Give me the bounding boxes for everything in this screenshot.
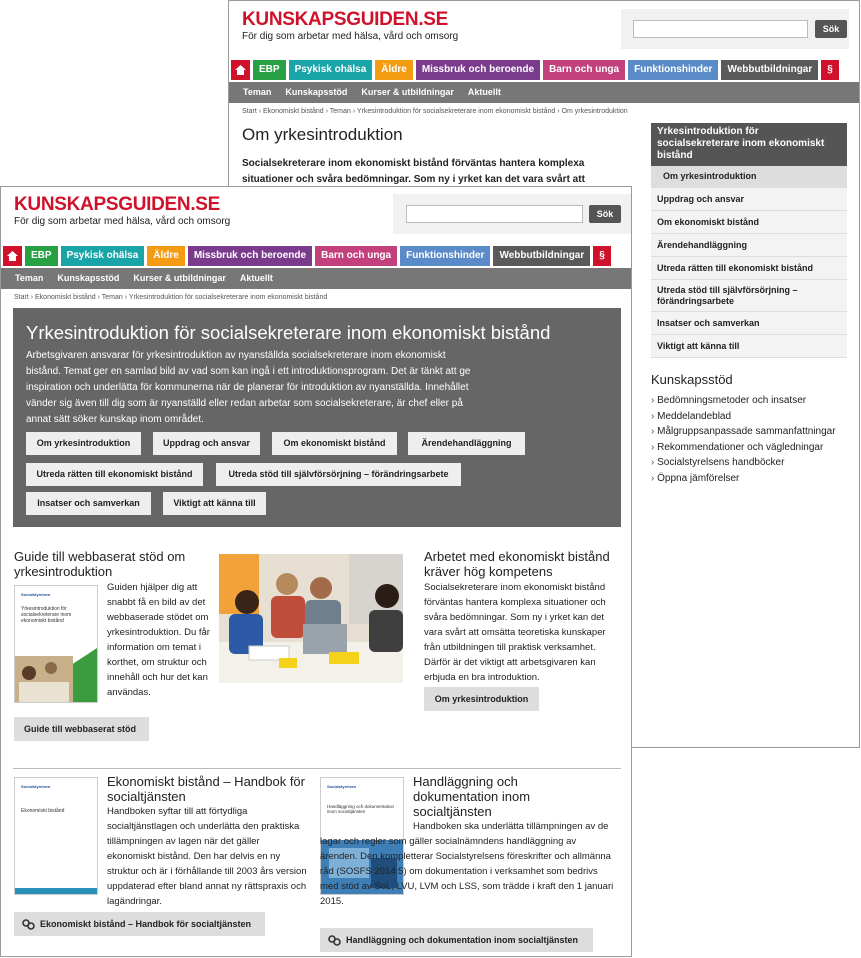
guide-button[interactable]: Guide till webbaserat stöd bbox=[14, 717, 149, 741]
hero-button-uppdrag[interactable]: Uppdrag och ansvar bbox=[153, 432, 260, 455]
site-tagline: För dig som arbetar med hälsa, vård och omsorg bbox=[14, 216, 231, 227]
link-icon bbox=[22, 919, 35, 930]
nav-item[interactable]: § bbox=[821, 60, 839, 80]
hero-button-utreda-stod[interactable]: Utreda stöd till självförsörjning – förändringsarbete bbox=[216, 463, 461, 486]
nav-item[interactable]: Webbutbildningar bbox=[493, 246, 590, 266]
hero-panel bbox=[13, 308, 621, 527]
home-icon bbox=[235, 65, 246, 75]
publisher-logo: Socialstyrelsen bbox=[327, 784, 357, 789]
side-item-viktigt[interactable]: Viktigt att känna till bbox=[651, 335, 847, 358]
nav-item[interactable]: EBP bbox=[25, 246, 58, 266]
thumbnail-title: Ekonomiskt bistånd bbox=[21, 808, 65, 814]
site-logo[interactable]: KUNSKAPSGUIDEN.SE bbox=[242, 9, 449, 30]
search-button[interactable]: Sök bbox=[589, 205, 621, 223]
nav-item[interactable]: Barn och unga bbox=[543, 60, 625, 80]
side-item-insatser[interactable]: Insatser och samverkan bbox=[651, 312, 847, 335]
handbook-button-label: Ekonomiskt bistånd – Handbok för socialtjänsten bbox=[40, 919, 252, 929]
hero-button-om-yrkesintroduktion[interactable]: Om yrkesintroduktion bbox=[26, 432, 141, 455]
kunskapsstod-link[interactable]: › Bedömningsmetoder och insatser bbox=[651, 393, 836, 409]
subnav-teman[interactable]: Teman bbox=[15, 273, 44, 283]
guide-thumbnail[interactable] bbox=[14, 585, 98, 703]
main-nav bbox=[3, 246, 611, 266]
main-nav bbox=[231, 60, 839, 80]
documentation-button-label: Handläggning och dokumentation inom socialtjänsten bbox=[346, 935, 579, 945]
hero-button-viktigt[interactable]: Viktigt att känna till bbox=[163, 492, 266, 515]
nav-item[interactable]: Barn och unga bbox=[315, 246, 397, 266]
lead-text: Socialsekreterare inom ekonomiskt bistånd förväntas hantera komplexa situationer och svåra bedömningar. Som ny i yrket kan det vara svårt att bbox=[242, 158, 585, 185]
subnav-kurser[interactable]: Kurser & utbildningar bbox=[133, 273, 226, 283]
nav-home-button[interactable] bbox=[3, 246, 22, 266]
subnav-aktuellt[interactable]: Aktuellt bbox=[467, 87, 501, 97]
subnav-teman[interactable]: Teman bbox=[243, 87, 272, 97]
page-title: Om yrkesintroduktion bbox=[242, 125, 403, 144]
guide-text: Guiden hjälper dig att snabbt få en bild av det webbaserade stödet om yrkesintroduktion. Du får information om temat i korthet, om struktur och innehåll och hur det kan användas. bbox=[107, 582, 210, 698]
handbook-thumbnail[interactable] bbox=[14, 777, 98, 895]
kunskapsstod-link[interactable]: › Meddelandeblad bbox=[651, 409, 836, 425]
people-at-table-photo bbox=[219, 554, 403, 683]
side-item-ekonomiskt-bistand[interactable]: Om ekonomiskt bistånd bbox=[651, 211, 847, 234]
section-divider bbox=[13, 768, 621, 769]
link-icon bbox=[328, 935, 341, 946]
nav-item[interactable]: Missbruk och beroende bbox=[188, 246, 312, 266]
breadcrumb[interactable]: Start › Ekonomiskt bistånd › Teman › Yrkesintroduktion för socialsekreterare inom ekonomiskt bistånd bbox=[14, 294, 328, 301]
kunskapsstod-link[interactable]: › Socialstyrelsens handböcker bbox=[651, 455, 836, 471]
documentation-button[interactable] bbox=[320, 928, 593, 952]
hero-title: Yrkesintroduktion för socialsekreterare inom ekonomiskt bistånd bbox=[26, 322, 551, 343]
hero-button-insatser[interactable]: Insatser och samverkan bbox=[26, 492, 151, 515]
work-button[interactable]: Om yrkesintroduktion bbox=[424, 687, 539, 711]
breadcrumb[interactable]: Start › Ekonomiskt bistånd › Teman › Yrkesintroduktion för socialsekreterare inom ekonomiskt bistånd › Om yrkesintroduktion bbox=[242, 108, 628, 115]
search-area bbox=[393, 194, 632, 234]
side-item-arendehandlaggning[interactable]: Ärendehandläggning bbox=[651, 234, 847, 257]
nav-item[interactable]: § bbox=[593, 246, 611, 266]
side-menu-heading[interactable]: Yrkesintroduktion för socialsekreterare inom ekonomiskt bistånd bbox=[651, 123, 847, 166]
nav-item[interactable]: Funktionshinder bbox=[628, 60, 718, 80]
nav-item[interactable]: Funktionshinder bbox=[400, 246, 490, 266]
side-item-om-yrkesintroduktion[interactable]: Om yrkesintroduktion bbox=[651, 166, 847, 188]
documentation-heading[interactable]: Handläggning och dokumentation inom socialtjänsten bbox=[413, 774, 531, 819]
side-item-utreda-ratten[interactable]: Utreda rätten till ekonomiskt bistånd bbox=[651, 257, 847, 280]
subnav-kunskapsstod[interactable]: Kunskapsstöd bbox=[285, 87, 348, 97]
nav-item[interactable]: Äldre bbox=[375, 60, 413, 80]
documentation-text-body: Handboken ska underlätta tillämpningen av de lagar och regler som gäller socialnämndens handläggning av ärenden. Den kompletterar Socialstyrelsens föreskrifter och allmänna råd (SOSFS 2014:5) om dokumentation i verksamhet som bedrivs med stöd av SoL, LVU, LVM och LSS, som trädde i kraft den 1 januari 2015. bbox=[320, 821, 614, 907]
nav-item[interactable]: EBP bbox=[253, 60, 286, 80]
home-icon bbox=[7, 251, 18, 261]
subnav-aktuellt[interactable]: Aktuellt bbox=[239, 273, 273, 283]
publisher-logo: Socialstyrelsen bbox=[21, 592, 51, 597]
site-tagline: För dig som arbetar med hälsa, vård och omsorg bbox=[242, 31, 459, 42]
nav-item[interactable]: Äldre bbox=[147, 246, 185, 266]
nav-item[interactable]: Webbutbildningar bbox=[721, 60, 818, 80]
guide-heading[interactable]: Guide till webbaserat stöd om yrkesintroduktion bbox=[14, 549, 186, 579]
nav-item[interactable]: Psykisk ohälsa bbox=[61, 246, 145, 266]
side-item-uppdrag[interactable]: Uppdrag och ansvar bbox=[651, 188, 847, 211]
thumbnail-title: Yrkesintroduktion för socialsekreterare inom ekonomiskt bistånd bbox=[21, 606, 72, 624]
hero-button-arendehandlaggning[interactable]: Ärendehandläggning bbox=[408, 432, 525, 455]
handbook-text: Handboken syftar till att förtydliga socialtjänstlagen och underlätta den praktiska tillämpningen av lagen när det gäller ekonomiskt bistånd. Den har delvis en ny struktur och är i förhållande till 2003 års version uppdaterad efter bland annat ny rättspraxis och lagändringar. bbox=[107, 806, 307, 907]
hero-text: Arbetsgivaren ansvarar för yrkesintroduktion av nyanställda socialsekreterare inom ekonomiskt bistånd. Temat ger en samlad bild av vad som kan ingå i ett introduktionsprogram. Det är tänkt att ge inspiration och underlätta för kommunerna när de planerar för introduktion av nyanställda. Innehållet vänder sig även till dig som är nyanställd eller redan arbetar som socialsekreterare, är chef eller på annat sätt söker kunskap inom området. bbox=[26, 350, 471, 425]
handbook-button[interactable] bbox=[14, 912, 265, 936]
search-button[interactable]: Sök bbox=[815, 20, 847, 38]
hero-button-ekonomiskt-bistand[interactable]: Om ekonomiskt bistånd bbox=[272, 432, 397, 455]
subnav-kurser[interactable]: Kurser & utbildningar bbox=[361, 87, 454, 97]
search-input[interactable] bbox=[633, 20, 808, 38]
hero-button-utreda-ratten[interactable]: Utreda rätten till ekonomiskt bistånd bbox=[26, 463, 203, 486]
site-logo[interactable]: KUNSKAPSGUIDEN.SE bbox=[14, 194, 221, 215]
nav-home-button[interactable] bbox=[231, 60, 250, 80]
kunskapsstod-list bbox=[651, 393, 836, 486]
sub-nav bbox=[1, 268, 631, 289]
side-item-utreda-stod[interactable]: Utreda stöd till självförsörjning – förändringsarbete bbox=[651, 280, 847, 312]
front-page-screenshot bbox=[0, 186, 632, 957]
kunskapsstod-link[interactable]: › Rekommendationer och vägledningar bbox=[651, 440, 836, 456]
kunskapsstod-heading: Kunskapsstöd bbox=[651, 372, 733, 387]
kunskapsstod-link[interactable]: › Öppna jämförelser bbox=[651, 471, 836, 487]
subnav-kunskapsstod[interactable]: Kunskapsstöd bbox=[57, 273, 120, 283]
nav-item[interactable]: Missbruk och beroende bbox=[416, 60, 540, 80]
search-input[interactable] bbox=[406, 205, 583, 223]
sub-nav bbox=[229, 82, 859, 103]
work-heading[interactable]: Arbetet med ekonomiskt bistånd kräver hög kompetens bbox=[424, 549, 610, 579]
handbook-heading[interactable]: Ekonomiskt bistånd – Handbok för socialtjänsten bbox=[107, 774, 305, 804]
publisher-logo: Socialstyrelsen bbox=[21, 784, 51, 789]
guide-thumbnail-graphic bbox=[15, 638, 97, 702]
search-area bbox=[621, 9, 849, 49]
kunskapsstod-link[interactable]: › Målgruppsanpassade sammanfattningar bbox=[651, 424, 836, 440]
thumbnail-band bbox=[15, 888, 97, 894]
nav-item[interactable]: Psykisk ohälsa bbox=[289, 60, 373, 80]
thumbnail-title: Handläggning och dokumentation inom socialtjänsten bbox=[327, 804, 395, 814]
side-menu bbox=[651, 123, 847, 358]
work-text: Socialsekreterare inom ekonomiskt bistånd förväntas hantera komplexa situationer och svåra bedömningar. Som ny i yrket kan det vara svårt att omsätta teoretiska kunskaper från utbildningen till praktisk verksamhet. Därför är det viktigt att arbetsgivaren kan erbjuda en bra introduktion. bbox=[424, 582, 606, 683]
